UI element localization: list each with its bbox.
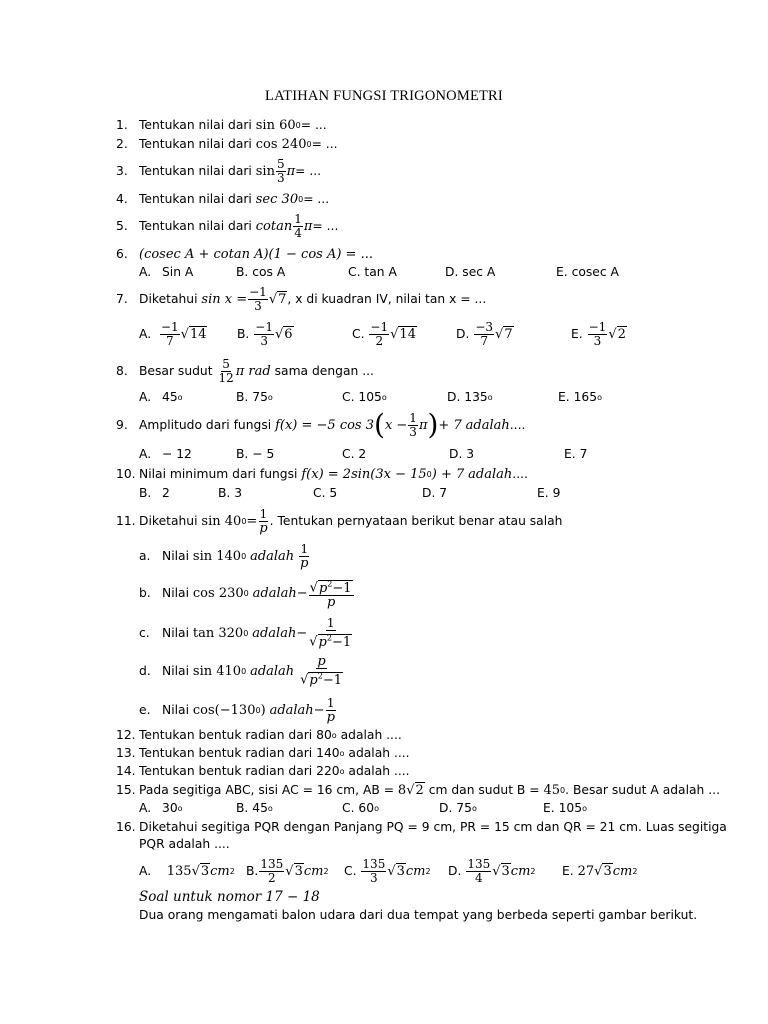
- fraction: $\frac{5}{12}$: [218, 356, 234, 385]
- pi-symbol: π: [286, 163, 296, 179]
- math-expression: cos 240: [255, 136, 307, 152]
- question-text: Tentukan nilai dari: [139, 219, 252, 233]
- question-number: 16.: [116, 820, 136, 834]
- option-e: E. 105 o: [543, 801, 587, 815]
- square-root: √7: [268, 291, 287, 307]
- option-label: A.: [139, 390, 152, 404]
- option-b: B. 45 o: [236, 801, 273, 815]
- option-a: A. $\frac{-1}{7}$ √14: [139, 319, 207, 348]
- degree-symbol: 0: [306, 139, 312, 149]
- adalah-text: adalah: [468, 466, 513, 482]
- question-text: Tentukan bentuk radian dari 220: [139, 764, 340, 778]
- option-b: B. 75 o: [236, 390, 273, 404]
- question-number: 8.: [116, 364, 128, 378]
- question-text: Tentukan nilai dari: [139, 164, 252, 178]
- option-d: D. $\frac{135}{4}$ √3 cm 2: [448, 856, 536, 885]
- option-b: B. $\frac{-1}{3}$ √6: [237, 319, 293, 348]
- question-number: 15.: [116, 783, 136, 797]
- document-page: LATIHAN FUNGSI TRIGONOMETRI 1. Tentukan nilai dari sin 60 0 = ... 2. Tentukan nilai dari cos 240 0 = ... 3. Tentukan nilai dari sin $\frac{5}{3}$ π = ... 4. Tentukan nilai dari sec 30 0 = ... 5. Tentukan nilai dari cotan $\frac{1}{4}$ π = ... 6. (cosec A + cotan A)(1 − cos A) = ... A. Sin A B. cos A C. tan A D. sec A E. cosec A 7. Diketahui sin x = $\frac{-1}{3}$ √7 , x di kuadran IV, nilai tan x = ... A. $\frac{-1}{7}$ √14 B. $\frac{-1}{3}$ √6 C. $\frac{-1}{2}$ √14 D. $\frac{-3}{7}$ √7 E. $\frac{-1}{3}$ √2 8. Besar sudut $\frac{5}{12}$ π rad sama dengan ... A. 45 o B. 75 o C. 105 o D. 135 o E. 165 o 9. Amplitudo dari fungsi f(x) = −5 cos 3 ( x − $\frac{1}{3}$ π ) + 7 adalah .... A. − 12 B. − 5 C. 2 D. 3 E. 7 10. Nilai minimum dari fungsi f(x) = 2sin(3x − 15 0 ) + 7 adalah .... B. 2 B. 3 C. 5 D. 7 E. 9 11. Diketahui sin 40 0 = $\frac{1}{p}$ . Tentukan pernyataan berikut benar atau salah a. Nilai sin 140 0 adalah $\frac{1}{p}$ b. Nilai cos 230 0 adalah − $\frac{√p^2-1}{p}$ c. Nilai tan 320 0 adalah − $\frac{1}{√p^2-1}$ d. Nilai sin 410 0 adalah $\frac{p}{√p^2-1}$ e. Nilai cos(−130 0 ) adalah − $\frac{1}{p}$ 12. Tentukan bentuk radian dari 80 o adalah .... 13. Tentukan bentuk radian dari 140 o adalah .... 14. Tentukan bentuk radian dari 220 o adalah .... 15. Pada segitiga ABC, sisi AC = 16 cm, AB = 8 √2 cm dan sudut B = 45 0 . Besar sudut A adalah ... A. 30 o B. 45 o C. 60 o D. 75 o E. 105 o 16. Diketahui segitiga PQR dengan Panjang PQ = 9 cm, PR = 15 cm dan QR = 21 cm. Luas segitiga PQR adalah .... A. 135 √3 cm 2 B. $\frac{135}{2}$ √3 cm 2 C. $\frac{135}{3}$ √3 cm 2 D. $\frac{135}{4}$ √3 cm 2 E. 27 √3 cm 2 Soal untuk nomor 17 − 18 Dua orang mengamati balon udara dari dua tempat yang berbeda seperti gambar berikut.: [0, 0, 768, 1024]
- option-c: C. 2: [342, 447, 367, 461]
- option-b: B. cos A: [236, 265, 286, 279]
- question-text: Tentukan nilai dari: [139, 137, 252, 151]
- option-b: B. 3: [218, 486, 243, 500]
- question-text: Diketahui: [139, 292, 198, 306]
- option-label: B.: [139, 486, 152, 500]
- option-b: B. − 5: [236, 447, 275, 461]
- degree-symbol: 0: [295, 120, 301, 130]
- option-b: B. $\frac{135}{2}$ √3 cm 2: [246, 856, 329, 885]
- option-d: D. $\frac{-3}{7}$ √7: [456, 319, 513, 348]
- question-number: 6.: [116, 247, 128, 261]
- option-c: C. 105 o: [342, 390, 387, 404]
- degree-symbol: 0: [298, 194, 304, 204]
- option-e: E. $\frac{-1}{3}$ √2: [571, 319, 626, 348]
- question-number: 5.: [116, 219, 128, 233]
- question-number: 4.: [116, 192, 128, 206]
- question-text: PQR adalah ....: [139, 837, 230, 851]
- option-e: E. cosec A: [556, 265, 619, 279]
- math-expression: sin 60: [255, 117, 296, 133]
- option-e: E. 7: [564, 447, 588, 461]
- option-d: D. sec A: [445, 265, 496, 279]
- math-expression: f(x) = 2sin(3x − 15: [301, 466, 427, 482]
- option-c: C. tan A: [348, 265, 397, 279]
- math-expression: cotan: [255, 218, 293, 234]
- option-a: Sin A: [162, 265, 194, 279]
- question-tail: . Tentukan pernyataan berikut benar atau salah: [269, 514, 563, 528]
- question-number: 14.: [116, 764, 136, 778]
- option-c: C. $\frac{135}{3}$ √3 cm 2: [344, 856, 431, 885]
- question-number: 13.: [116, 746, 136, 760]
- question-number: 2.: [116, 137, 128, 151]
- option-c: C. 5: [313, 486, 338, 500]
- fraction: $\frac{1}{p}$: [259, 506, 268, 536]
- math-expression: (cosec A + cotan A)(1 − cos A) = ...: [139, 246, 373, 262]
- question-tail: = ...: [303, 192, 330, 206]
- question-text: Amplitudo dari fungsi: [139, 418, 272, 432]
- option-d: D. 75 o: [439, 801, 477, 815]
- question-number: 7.: [116, 292, 128, 306]
- fraction: $\frac{1}{4}$: [294, 211, 302, 240]
- question-number: 9.: [116, 418, 128, 432]
- question-text: Diketahui: [139, 514, 198, 528]
- option-c: C. 60 o: [342, 801, 379, 815]
- option-label: A.: [139, 447, 152, 461]
- question-text: Diketahui segitiga PQR dengan Panjang PQ = 9 cm, PR = 15 cm dan QR = 21 cm. Luas segitiga: [139, 820, 727, 834]
- option-a: A. 135 √3 cm 2: [139, 863, 235, 879]
- fraction: $\frac{-1}{3}$: [249, 284, 267, 313]
- option-c: C. $\frac{-1}{2}$ √14: [352, 319, 416, 348]
- question-tail: ....: [512, 467, 528, 481]
- question-text: Pada segitiga ABC, sisi AC = 16 cm, AB =: [139, 783, 394, 797]
- question-text: Nilai minimum dari fungsi: [139, 467, 298, 481]
- pi-symbol: π: [303, 218, 313, 234]
- option-e: E. 27 √3 cm 2: [562, 863, 638, 879]
- question-number: 1.: [116, 118, 128, 132]
- question-tail: sama dengan ...: [274, 364, 374, 378]
- question-tail: , x di kuadran IV, nilai tan x = ...: [287, 292, 487, 306]
- question-number: 10.: [116, 467, 136, 481]
- question-tail: = ...: [312, 219, 339, 233]
- question-tail: = ...: [300, 118, 327, 132]
- option-d: D. 7: [422, 486, 448, 500]
- question-tail: = ...: [311, 137, 338, 151]
- page-title: LATIHAN FUNGSI TRIGONOMETRI: [265, 88, 503, 104]
- fraction: $\frac{5}{3}$: [276, 156, 285, 185]
- question-tail: ....: [509, 418, 526, 432]
- fraction: $\frac{1}{3}$: [409, 410, 417, 439]
- option-a: 30 o: [162, 801, 183, 815]
- math-expression: f(x) = −5 cos 3: [275, 417, 374, 433]
- option-d: D. 3: [449, 447, 475, 461]
- math-expression: π rad: [235, 363, 271, 379]
- math-expression: sin: [255, 163, 275, 179]
- question-number: 3.: [116, 164, 128, 178]
- question-text: Besar sudut: [139, 364, 213, 378]
- math-expression: sin x =: [201, 291, 248, 307]
- question-text: Tentukan bentuk radian dari 80: [139, 728, 332, 742]
- option-d: D. 135 o: [447, 390, 493, 404]
- option-a: − 12: [162, 447, 192, 461]
- question-text: Tentukan nilai dari: [139, 118, 252, 132]
- option-e: E. 165 o: [558, 390, 602, 404]
- question-text: Tentukan bentuk radian dari 140: [139, 746, 340, 760]
- question-number: 11.: [116, 514, 136, 528]
- option-e: E. 9: [537, 486, 561, 500]
- question-text: Tentukan nilai dari: [139, 192, 252, 206]
- question-number: 12.: [116, 728, 136, 742]
- adalah-text: adalah: [465, 417, 510, 433]
- option-a: 45 o: [162, 390, 183, 404]
- math-expression: sec 30: [255, 191, 299, 207]
- option-a: 2: [162, 486, 170, 500]
- question-tail: = ...: [295, 164, 322, 178]
- math-expression: sin 40: [201, 513, 242, 529]
- option-label: A.: [139, 265, 152, 279]
- option-label: A.: [139, 801, 152, 815]
